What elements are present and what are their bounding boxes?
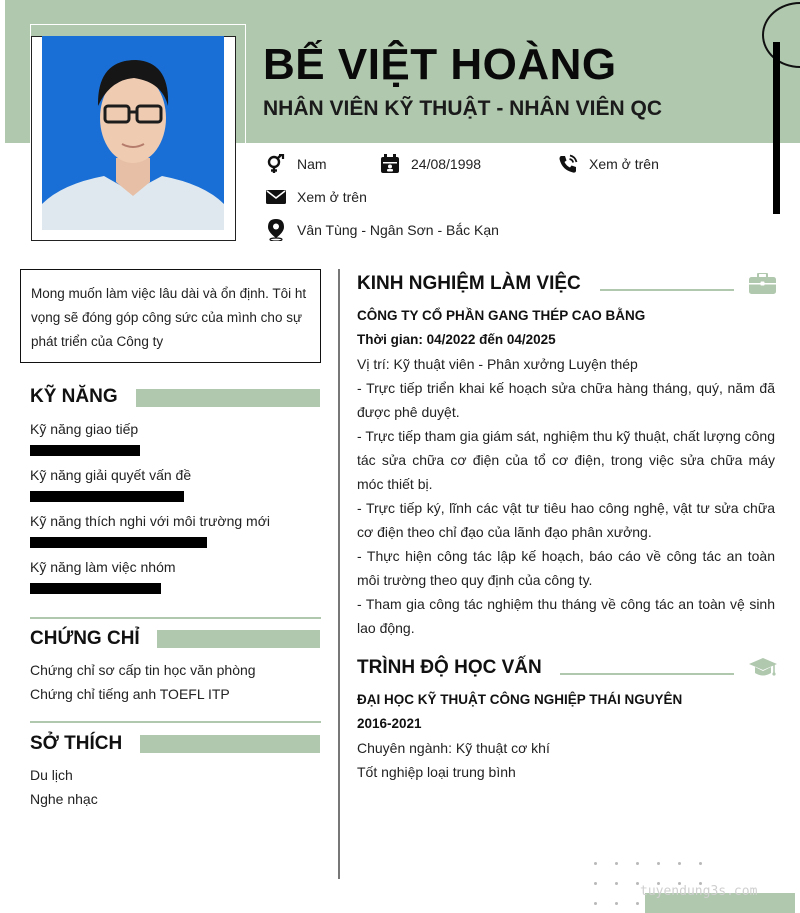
certificates-title: CHỨNG CHỈ	[30, 628, 140, 649]
skill-label: Kỹ năng giải quyết vấn đề	[30, 467, 192, 483]
duty-item: - Thực hiện công tác lập kế hoạch, báo cáo về công tác an toàn môi trường theo quy định của công ty.	[357, 548, 775, 588]
certificate-item: Chứng chỉ sơ cấp tin học văn phòng	[30, 662, 256, 678]
skill-label: Kỹ năng làm việc nhóm	[30, 559, 176, 575]
phone-value: Xem ở trên	[589, 156, 659, 172]
duty-item: - Trực tiếp triển khai kế hoạch sửa chữa hàng tháng, quý, năm đã được phê duyệt.	[357, 380, 775, 420]
profile-photo	[42, 36, 224, 230]
education-grade: Tốt nghiệp loại trung bình	[357, 764, 516, 780]
decorative-dot	[678, 862, 681, 865]
hobby-item: Nghe nhạc	[30, 791, 98, 807]
experience-duties	[357, 376, 775, 640]
job-title: NHÂN VIÊN KỸ THUẬT - NHÂN VIÊN QC	[263, 97, 663, 120]
decorative-dot	[657, 862, 660, 865]
info-gender	[265, 153, 327, 175]
hobby-item: Du lịch	[30, 767, 73, 783]
info-email	[265, 186, 367, 208]
duty-item: - Trực tiếp ký, lĩnh các vật tư tiêu hao công nghệ, vật tư sửa chữa cơ điện theo chỉ đạo của lãnh đạo phân xưởng.	[357, 500, 775, 540]
briefcase-icon	[749, 273, 776, 299]
location-pin-icon	[265, 219, 287, 241]
gender-value: Nam	[297, 156, 327, 172]
watermark-text: tuyendung3s.com	[640, 884, 758, 899]
info-birthdate	[379, 153, 481, 175]
education-major: Chuyên ngành: Kỹ thuật cơ khí	[357, 740, 550, 756]
column-divider	[338, 269, 340, 879]
decorative-dot	[615, 862, 618, 865]
skill-level-bar	[30, 583, 161, 594]
address-value: Vân Tùng - Ngân Sơn - Bắc Kạn	[297, 222, 499, 238]
experience-role: Vị trí: Kỹ thuật viên - Phân xưởng Luyện thép	[357, 356, 638, 372]
email-icon	[265, 186, 287, 208]
decorative-dot	[699, 862, 702, 865]
skills-title-bar	[136, 389, 320, 407]
experience-title-line	[600, 289, 734, 291]
education-school: ĐẠI HỌC KỸ THUẬT CÔNG NGHIỆP THÁI NGUYÊN	[357, 692, 683, 707]
email-value: Xem ở trên	[297, 189, 367, 205]
decorative-dot	[636, 862, 639, 865]
education-title: TRÌNH ĐỘ HỌC VẤN	[357, 657, 542, 678]
experience-period: Thời gian: 04/2022 đến 04/2025	[357, 332, 556, 347]
decorative-dot	[615, 902, 618, 905]
certificates-title-bar	[157, 630, 320, 648]
graduation-cap-icon	[749, 658, 777, 683]
decorative-vertical-bar	[773, 42, 780, 214]
candidate-name: BẾ VIỆT HOÀNG	[263, 40, 617, 89]
hobbies-title-bar	[140, 735, 320, 753]
certificate-item: Chứng chỉ tiếng anh TOEFL ITP	[30, 686, 230, 702]
education-years: 2016-2021	[357, 716, 422, 731]
decorative-dot	[594, 862, 597, 865]
career-objective: Mong muốn làm việc lâu dài và ổn định. Tôi ht vọng sẽ đóng góp công sức của mình cho sự phát triển của Công ty	[20, 269, 321, 363]
calendar-icon	[379, 153, 401, 175]
gender-icon	[265, 153, 287, 175]
skill-level-bar	[30, 537, 207, 548]
experience-company: CÔNG TY CỔ PHẦN GANG THÉP CAO BẰNG	[357, 308, 646, 323]
skills-title: KỸ NĂNG	[30, 386, 118, 407]
duty-item: - Tham gia công tác nghiệm thu tháng về công tác an toàn vệ sinh lao động.	[357, 596, 775, 636]
decorative-dot	[594, 882, 597, 885]
decorative-dot	[615, 882, 618, 885]
hobbies-title: SỞ THÍCH	[30, 733, 123, 754]
skill-label: Kỹ năng thích nghi với môi trường mới	[30, 513, 271, 529]
decorative-dot	[594, 902, 597, 905]
info-address	[265, 219, 499, 241]
section-divider	[30, 721, 321, 723]
duty-item: - Trực tiếp tham gia giám sát, nghiệm thu kỹ thuật, chất lượng công tác sửa chữa cơ điện của tổ cơ điện, trong việc sửa chữa máy móc thiết bị.	[357, 428, 775, 492]
skill-level-bar	[30, 445, 140, 456]
skill-label: Kỹ năng giao tiếp	[30, 421, 139, 437]
birthdate-value: 24/08/1998	[411, 156, 482, 172]
decorative-dot	[636, 902, 639, 905]
phone-icon	[557, 153, 579, 175]
decorative-dot	[636, 882, 639, 885]
section-divider	[30, 617, 321, 619]
skill-level-bar	[30, 491, 184, 502]
education-title-line	[560, 673, 734, 675]
info-phone	[557, 153, 659, 175]
experience-title: KINH NGHIỆM LÀM VIỆC	[357, 273, 581, 294]
